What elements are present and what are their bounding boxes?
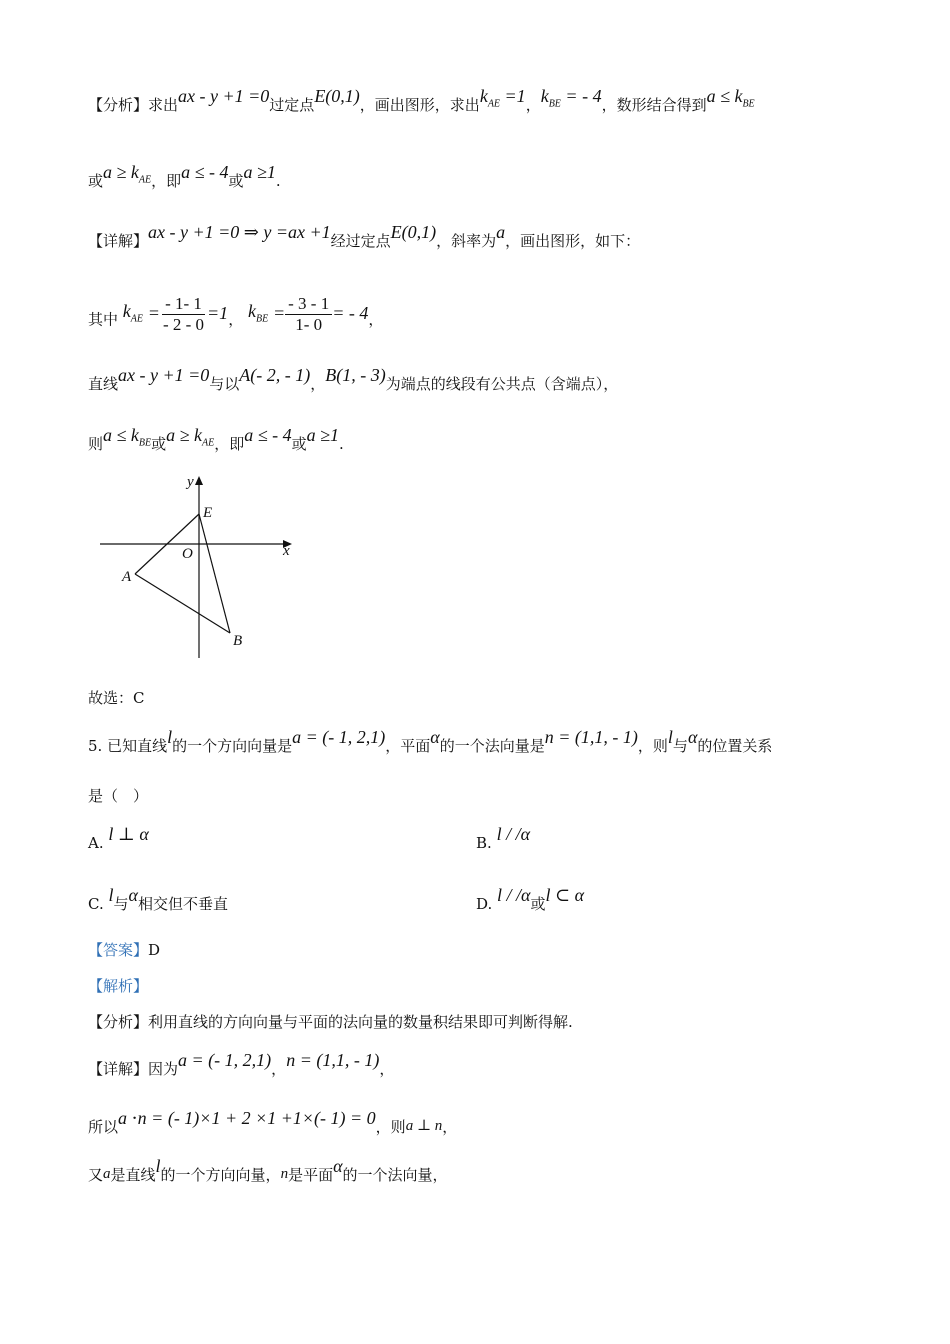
- text: .: [339, 435, 344, 453]
- k: k: [540, 86, 549, 106]
- math: [479, 86, 526, 110]
- ineq: a ≥ k: [166, 425, 202, 445]
- point-b-label: B: [233, 633, 243, 649]
- option-b[interactable]: [476, 824, 531, 853]
- text: 为端点的线段有公共点（含端点），: [385, 375, 619, 393]
- question-5-line-2: 是（ ）: [88, 787, 149, 805]
- detail-2-line-1: [88, 1050, 395, 1079]
- math: [103, 425, 152, 449]
- analysis-2-line: [88, 1012, 573, 1032]
- math: [247, 300, 269, 325]
- text: 相交但不垂直: [137, 895, 228, 913]
- math: n: [280, 1166, 289, 1182]
- math: ax - y +1 =0: [178, 86, 270, 106]
- sub: AE: [202, 437, 215, 449]
- text: ，: [310, 375, 326, 393]
- question-5-line-1: [88, 727, 773, 756]
- fraction-be: [285, 294, 332, 335]
- detail-tag: 【详解】: [88, 1060, 149, 1078]
- analysis-line-1: [88, 86, 755, 123]
- analysis-tag: 【分析】: [88, 1013, 149, 1031]
- ineq: a ≥ k: [103, 162, 139, 182]
- text: ，斜率为: [436, 232, 497, 250]
- analysis-line-2: [88, 162, 281, 199]
- text: 或: [228, 172, 244, 190]
- text: 的一个方向向量是: [172, 737, 293, 755]
- text: ，: [525, 96, 541, 114]
- math: l: [155, 1156, 161, 1176]
- x-label: x: [283, 543, 290, 559]
- option-c[interactable]: [88, 885, 228, 914]
- text: 因为: [148, 1060, 179, 1078]
- text: 的一个法向量，: [342, 1166, 448, 1184]
- text: ，则: [637, 737, 668, 755]
- k: k: [479, 86, 488, 106]
- text: 又: [88, 1166, 104, 1184]
- text: 是平面: [288, 1166, 334, 1184]
- text: ，画出图形，求出: [359, 96, 480, 114]
- math: α: [128, 885, 138, 905]
- math: ax - y +1 =0: [118, 365, 210, 385]
- val: = - 4: [560, 86, 602, 106]
- sub: BE: [548, 98, 561, 110]
- math: l: [167, 727, 173, 747]
- denominator: - 2 - 0: [162, 315, 205, 334]
- text: 经过定点: [330, 232, 391, 250]
- option-label: A.: [88, 834, 104, 852]
- detail-2-line-2: [88, 1108, 458, 1138]
- text: ，: [228, 310, 244, 329]
- val: =1: [500, 86, 526, 106]
- option-label: B.: [476, 834, 492, 852]
- math: a ≤ - 4: [181, 162, 229, 182]
- numerator: - 1- 1: [162, 294, 205, 315]
- fraction-ae: [160, 294, 207, 335]
- text: 的一个法向量是: [439, 737, 545, 755]
- text: 或: [88, 172, 104, 190]
- text: 所以: [88, 1118, 119, 1136]
- math: n = (1,1, - 1): [286, 1050, 380, 1070]
- detail-line-4: [88, 425, 344, 462]
- math: α: [333, 1156, 343, 1176]
- math: [122, 300, 144, 325]
- text: 直线: [88, 375, 119, 393]
- origin-label: O: [182, 546, 193, 562]
- answer-tag: 【答案】: [88, 941, 149, 959]
- equals: =: [147, 302, 160, 323]
- option-d[interactable]: [476, 885, 585, 914]
- equals: =: [272, 302, 286, 323]
- detail-line-1: [88, 222, 641, 251]
- text: 与以: [209, 375, 240, 393]
- result: = - 4: [332, 302, 369, 323]
- k: k: [122, 300, 131, 321]
- math: a ≤ - 4: [244, 425, 292, 445]
- option-a[interactable]: [88, 824, 149, 853]
- text: 5. 已知直线: [88, 737, 168, 755]
- coordinate-figure: [95, 470, 305, 665]
- solution-tag: 【解析】: [88, 977, 149, 995]
- math: E(0,1): [314, 86, 360, 106]
- sub: BE: [255, 313, 269, 325]
- text: ，: [379, 1060, 395, 1078]
- text: 求出: [148, 96, 179, 114]
- text: ，: [442, 1118, 458, 1136]
- point-a-label: A: [122, 569, 132, 585]
- segment-ab: [135, 574, 230, 633]
- detail-line-3: [88, 365, 619, 394]
- math: a ⊥ n: [405, 1118, 443, 1134]
- sub: AE: [130, 313, 144, 325]
- text: ，即: [214, 435, 245, 453]
- math: [166, 425, 215, 449]
- math: B(1, - 3): [325, 365, 386, 385]
- math: a = (- 1, 2,1): [178, 1050, 272, 1070]
- k: k: [247, 300, 256, 321]
- math: a ≥1: [306, 425, 340, 445]
- text: ，即: [151, 172, 182, 190]
- math: a = (- 1, 2,1): [292, 727, 386, 747]
- math: α: [430, 727, 440, 747]
- text: ，: [271, 1060, 287, 1078]
- math: l / /α: [496, 824, 531, 844]
- choice-line: 故选：C: [88, 689, 145, 707]
- math: E(0,1): [390, 222, 437, 242]
- text: 或: [530, 895, 546, 913]
- result: =1: [207, 302, 229, 323]
- math: ax - y +1 =0 ⇒ y =ax +1: [148, 222, 331, 242]
- segment-eb: [199, 514, 230, 633]
- text: ，: [368, 310, 384, 329]
- math: A(- 2, - 1): [239, 365, 311, 385]
- text: .: [275, 172, 281, 190]
- math: [103, 162, 152, 186]
- math: a ≥1: [243, 162, 276, 182]
- math: n = (1,1, - 1): [544, 727, 638, 747]
- text: ，数形结合得到: [601, 96, 707, 114]
- y-label: y: [187, 474, 194, 490]
- math: [706, 86, 755, 110]
- text: ，画出图形，如下：: [505, 232, 641, 250]
- text: 其中: [88, 310, 119, 329]
- analysis-tag: 【分析】: [88, 96, 149, 114]
- math: l: [667, 727, 673, 747]
- ineq: a ≤ k: [103, 425, 139, 445]
- math: a ⋅n = (- 1)×1 + 2 ×1 +1×(- 1) = 0: [118, 1108, 376, 1128]
- text: 与: [672, 737, 688, 755]
- text: 或: [291, 435, 307, 453]
- sub: BE: [742, 98, 755, 110]
- text: 是直线: [110, 1166, 156, 1184]
- math: α: [687, 727, 698, 747]
- sub: AE: [138, 174, 152, 186]
- text: 的位置关系: [697, 737, 773, 755]
- option-label: D.: [476, 895, 493, 913]
- math: l ⊥ α: [108, 824, 149, 844]
- text: ，平面: [385, 737, 431, 755]
- denominator: 1- 0: [295, 315, 323, 334]
- math: a: [496, 222, 506, 242]
- numerator: - 3 - 1: [285, 294, 332, 315]
- math: l / /α: [497, 885, 531, 905]
- math: l ⊂ α: [545, 885, 585, 905]
- detail-tag: 【详解】: [88, 232, 149, 250]
- sub: BE: [138, 437, 152, 449]
- text: 与: [113, 895, 129, 913]
- answer-line: [88, 940, 160, 960]
- detail-line-2: [88, 294, 384, 341]
- text: 利用直线的方向向量与平面的法向量的数量积结果即可判断得解.: [148, 1013, 573, 1031]
- text: 的一个方向向量，: [160, 1166, 281, 1184]
- text: 过定点: [269, 96, 315, 114]
- sub: AE: [487, 98, 501, 110]
- option-label: C.: [88, 895, 104, 913]
- math: [540, 86, 602, 110]
- ineq: a ≤ k: [706, 86, 743, 106]
- y-axis-arrow: [195, 476, 203, 485]
- math: l: [108, 885, 114, 905]
- text: 或: [151, 435, 167, 453]
- answer-value: D: [148, 941, 161, 959]
- detail-2-line-3: [88, 1156, 448, 1186]
- text: ，则: [375, 1118, 406, 1136]
- text: 则: [88, 435, 104, 453]
- math: a: [103, 1166, 111, 1182]
- point-e-label: E: [203, 505, 213, 521]
